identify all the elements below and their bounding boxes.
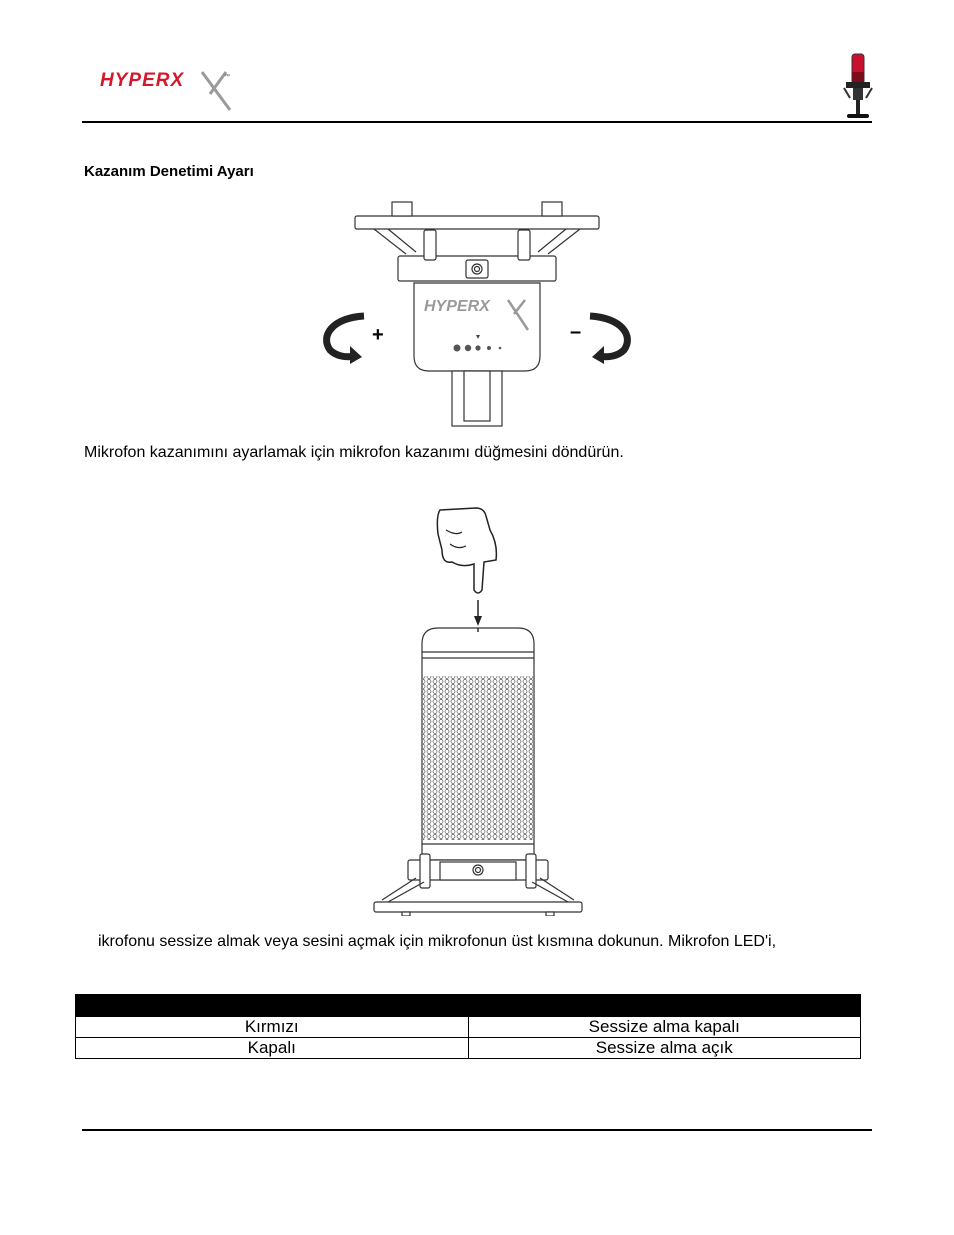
microphone-grille (423, 676, 533, 840)
gain-knob-illustration (318, 196, 636, 434)
microphone-product-icon (838, 52, 878, 120)
table-header-row (76, 995, 861, 1017)
logo-wordmark: HYPERX (100, 70, 185, 91)
pointing-hand-icon (437, 508, 496, 593)
gain-minus-label: – (570, 321, 582, 343)
mute-caption: ikrofonu sessize almak veya sesini açmak için mikrofonun üst kısmına dokunun. Mikrofon LED'i, (98, 933, 777, 950)
tap-to-mute-illustration (366, 504, 588, 916)
led-color-cell: Kapalı (76, 1038, 469, 1059)
knob-logo-text: HYPERX (424, 298, 490, 315)
mute-status-cell: Sessize alma kapalı (468, 1017, 861, 1038)
led-color-cell: Kırmızı (76, 1017, 469, 1038)
header-cell-status (468, 995, 861, 1017)
table-row (76, 1017, 861, 1038)
mute-status-cell: Sessize alma açık (468, 1038, 861, 1059)
hyperx-logo (98, 66, 236, 114)
gain-caption: Mikrofon kazanımını ayarlamak için mikrofon kazanımı düğmesini döndürün. (84, 444, 624, 461)
logo-trademark: ™ (224, 74, 230, 80)
section-heading: Kazanım Denetimi Ayarı (84, 163, 254, 180)
led-status-table (75, 994, 861, 1059)
table-row (76, 1038, 861, 1059)
gain-plus-label: + (372, 324, 384, 346)
header-cell-led (76, 995, 469, 1017)
footer-rule (82, 1129, 872, 1131)
header-rule (82, 121, 872, 123)
